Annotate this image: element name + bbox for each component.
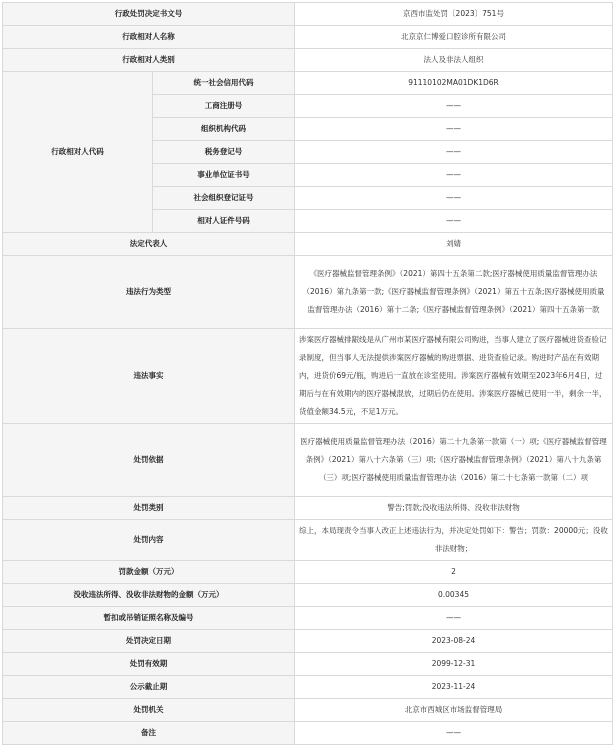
party-name-label: 行政相对人名称 [3,26,295,49]
penalty-type-value: 警告;罚款;没收违法所得、没收非法财物 [295,497,613,520]
basis-label: 处罚依据 [3,424,295,497]
authority-value: 北京市西城区市场监督管理局 [295,699,613,722]
penalty-info-table [2,2,613,745]
party-name-value: 北京京仁博爱口腔诊所有限公司 [295,26,613,49]
authority-label: 处罚机关 [3,699,295,722]
doc-no-value: 京西市监处罚〔2023〕751号 [295,3,613,26]
row-fine [3,561,613,584]
credit-code-value: 91110102MA01DK1D6R [295,72,613,95]
row-confiscation [3,584,613,607]
row-license-revoke [3,607,613,630]
confiscation-value: 0.00345 [295,584,613,607]
remarks-label: 备注 [3,722,295,745]
row-facts [3,329,613,424]
facts-label: 违法事实 [3,329,295,424]
row-publish-deadline [3,676,613,699]
legal-rep-value: 刘婧 [295,233,613,256]
row-authority [3,699,613,722]
license-revoke-value: —— [295,607,613,630]
fine-value: 2 [295,561,613,584]
publish-deadline-label: 公示截止期 [3,676,295,699]
business-reg-value: —— [295,95,613,118]
social-org-cert-value: —— [295,187,613,210]
party-type-label: 行政相对人类别 [3,49,295,72]
row-basis [3,424,613,497]
fine-label: 罚款金额（万元） [3,561,295,584]
id-no-value: —— [295,210,613,233]
penalty-type-label: 处罚类别 [3,497,295,520]
party-type-value: 法人及非法人组织 [295,49,613,72]
facts-value: 涉案医疗器械排龈线是从广州市某医疗器械有限公司购进，当事人建立了医疗器械进货查验记录制度，但当事人无法提供涉案医疗器械的购进票据、进货查验记录。购进时产品在有效期内，进货价69元/瓶，购进后一直放在诊室使用。涉案医疗器械有效期至2023年6月4日，过期后与在有效期内的医疗器械混放，过期后仍在使用。涉案医疗器械已使用一半，剩余一半，货值金额34.5元，不足1万元。 [295,329,613,424]
social-org-cert-label: 社会组织登记证号 [153,187,295,210]
party-code-group-label: 行政相对人代码 [3,72,153,233]
decision-date-label: 处罚决定日期 [3,630,295,653]
doc-no-label: 行政处罚决定书文号 [3,3,295,26]
violation-type-value: 《医疗器械监督管理条例》（2021）第四十五条第二款;医疗器械使用质量监督管理办法（2016）第九条第一款;《医疗器械监督管理条例》（2021）第五十五条;医疗器械使用质量监督管理办法（2016）第十二条;《医疗器械监督管理条例》（2021）第四十五条第一款 [295,256,613,329]
row-penalty-content [3,520,613,561]
legal-rep-label: 法定代表人 [3,233,295,256]
row-credit-code [3,72,613,95]
row-penalty-type [3,497,613,520]
org-code-value: —— [295,118,613,141]
row-decision-date [3,630,613,653]
institution-cert-value: —— [295,164,613,187]
tax-reg-label: 税务登记号 [153,141,295,164]
row-party-type [3,49,613,72]
business-reg-label: 工商注册号 [153,95,295,118]
org-code-label: 组织机构代码 [153,118,295,141]
row-doc-no [3,3,613,26]
row-valid-until [3,653,613,676]
remarks-value: —— [295,722,613,745]
valid-until-label: 处罚有效期 [3,653,295,676]
license-revoke-label: 暂扣或吊销证照名称及编号 [3,607,295,630]
penalty-content-label: 处罚内容 [3,520,295,561]
publish-deadline-value: 2023-11-24 [295,676,613,699]
credit-code-label: 统一社会信用代码 [153,72,295,95]
penalty-content-value: 综上，本局现责令当事人改正上述违法行为，并决定处罚如下：警告；罚款：20000元；没收非法财物； [295,520,613,561]
row-party-name [3,26,613,49]
violation-type-label: 违法行为类型 [3,256,295,329]
decision-date-value: 2023-08-24 [295,630,613,653]
row-violation-type [3,256,613,329]
valid-until-value: 2099-12-31 [295,653,613,676]
row-remarks [3,722,613,745]
row-legal-rep [3,233,613,256]
confiscation-label: 没收违法所得、没收非法财物的金额（万元） [3,584,295,607]
basis-value: 医疗器械使用质量监督管理办法（2016）第二十九条第一款第（一）项;《医疗器械监督管理条例》（2021）第八十六条第（三）项;《医疗器械监督管理条例》（2021）第八十九条第（三）项;医疗器械使用质量监督管理办法（2016）第二十七条第一款第（二）项 [295,424,613,497]
tax-reg-value: —— [295,141,613,164]
id-no-label: 相对人证件号码 [153,210,295,233]
institution-cert-label: 事业单位证书号 [153,164,295,187]
